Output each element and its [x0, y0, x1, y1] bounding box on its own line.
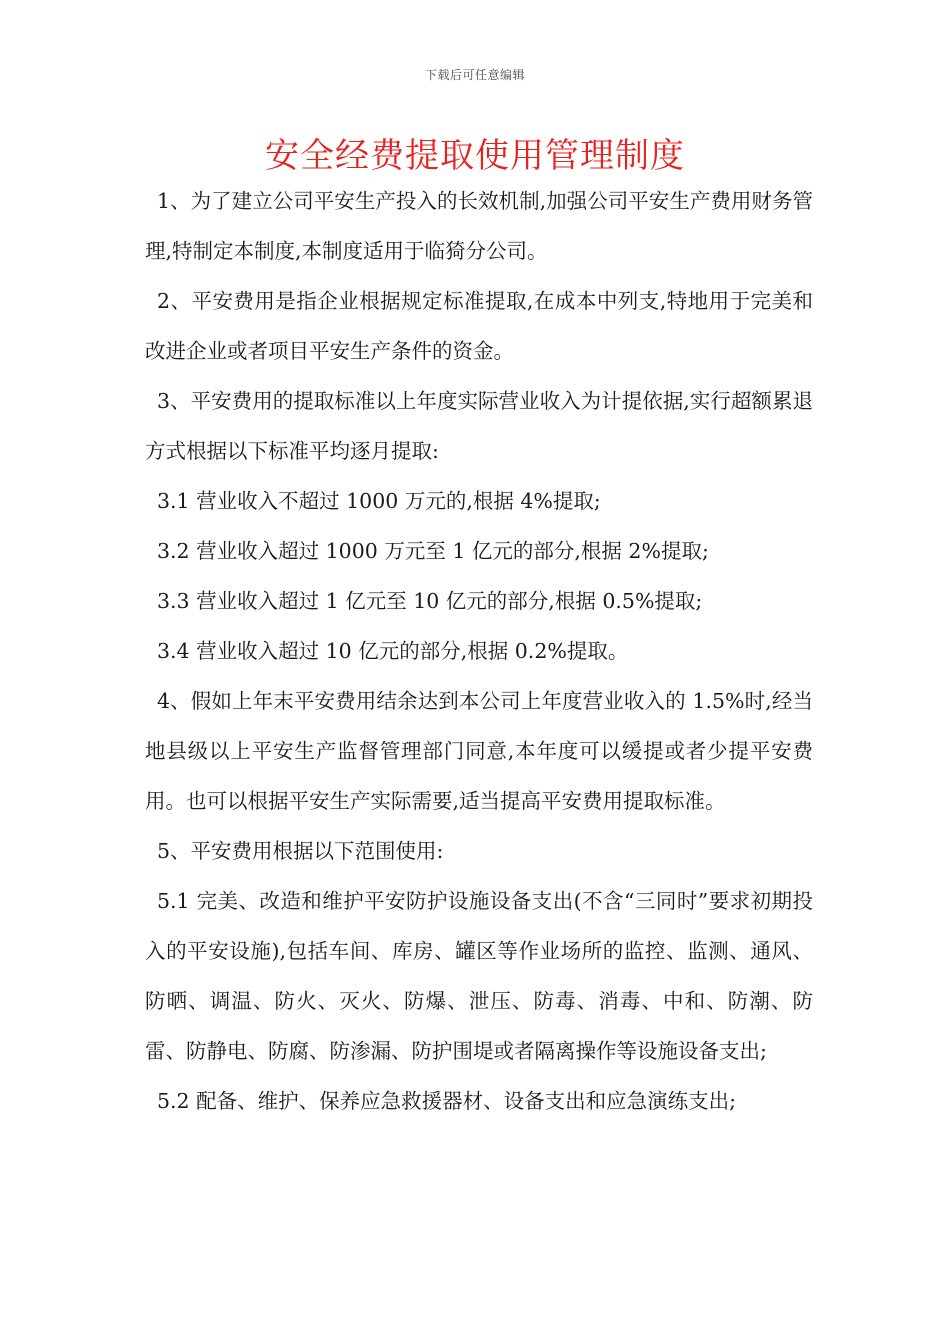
paragraph-1: 1、为了建立公司平安生产投入的长效机制,加强公司平安生产费用财务管理,特制定本制度,本制度适用于临猗分公司。	[145, 189, 813, 263]
paragraph-3-3: 3.3 营业收入超过 1 亿元至 10 亿元的部分,根据 0.5%提取;	[157, 589, 703, 613]
paragraph-4: 4、假如上年末平安费用结余达到本公司上年度营业收入的 1.5%时,经当地县级以上平安生产监督管理部门同意,本年度可以缓提或者少提平安费用。也可以根据平安生产实际需要,适当提高平安费用提取标准。	[145, 689, 813, 813]
document-title: 安全经费提取使用管理制度	[265, 136, 685, 176]
paragraph-3-1: 3.1 营业收入不超过 1000 万元的,根据 4%提取;	[157, 489, 601, 513]
document-body	[145, 176, 813, 1126]
paragraph-5-2: 5.2 配备、维护、保养应急救援器材、设备支出和应急演练支出;	[157, 1089, 737, 1113]
paragraph-2: 2、平安费用是指企业根据规定标准提取,在成本中列支,特地用于完美和改进企业或者项目平安生产条件的资金。	[145, 289, 813, 363]
header-note: 下载后可任意编辑	[424, 68, 525, 82]
paragraph-3-4: 3.4 营业收入超过 10 亿元的部分,根据 0.2%提取。	[157, 639, 629, 663]
paragraph-5-1: 5.1 完美、改造和维护平安防护设施设备支出(不含“三同时”要求初期投入的平安设施),包括车间、库房、罐区等作业场所的监控、监测、通风、防晒、调温、防火、灭火、防爆、泄压、防毒、消毒、中和、防潮、防雷、防静电、防腐、防渗漏、防护围堤或者隔离操作等设施设备支出;	[145, 889, 813, 1063]
paragraph-5: 5、平安费用根据以下范围使用:	[157, 839, 444, 863]
paragraph-3: 3、平安费用的提取标准以上年度实际营业收入为计提依据,实行超额累退方式根据以下标准平均逐月提取:	[145, 389, 813, 463]
paragraph-3-2: 3.2 营业收入超过 1000 万元至 1 亿元的部分,根据 2%提取;	[157, 539, 709, 563]
